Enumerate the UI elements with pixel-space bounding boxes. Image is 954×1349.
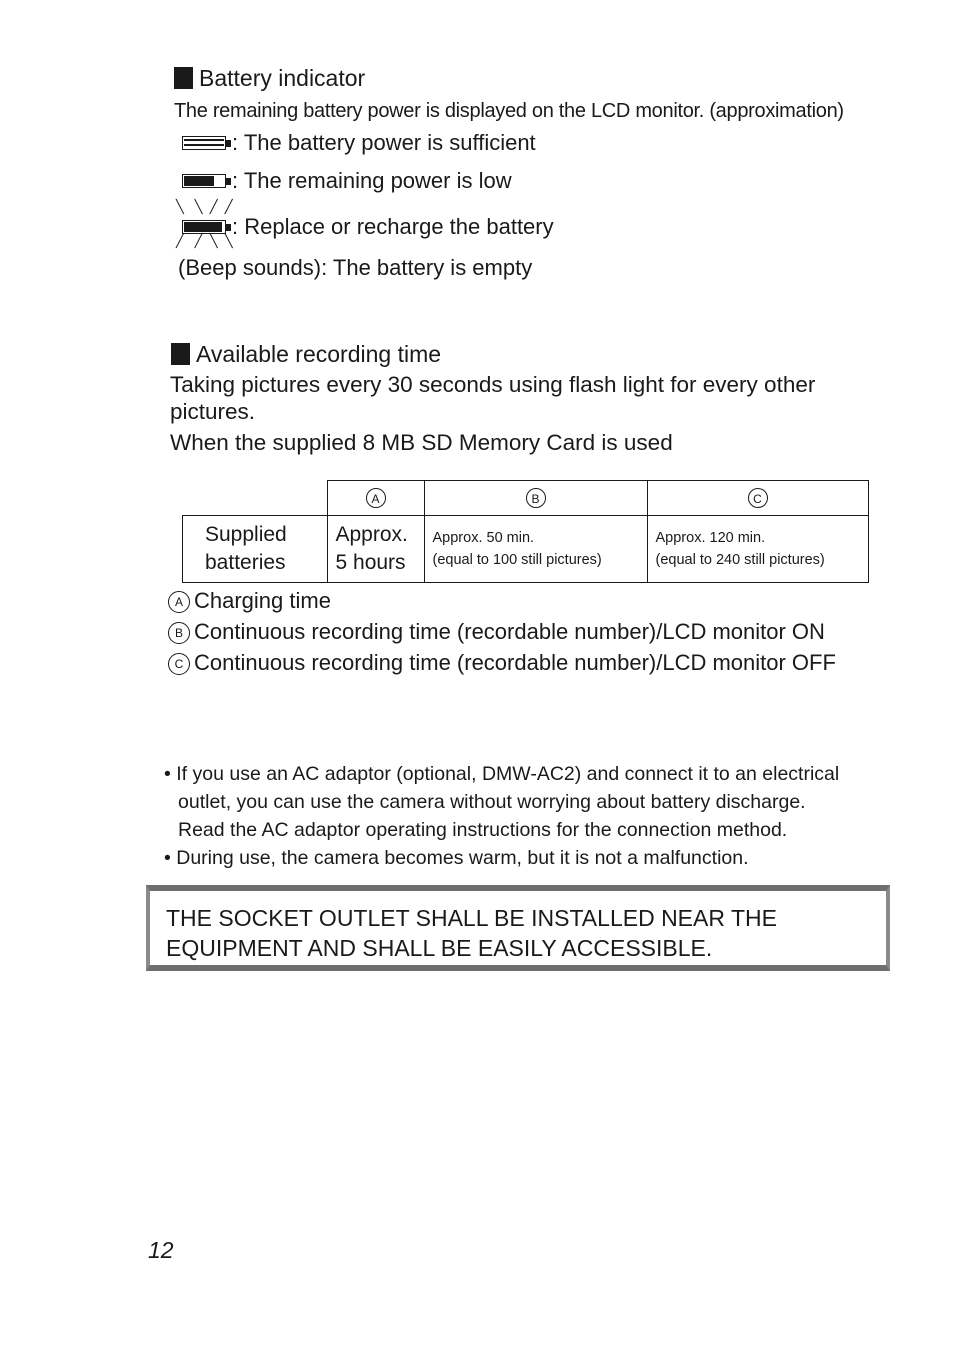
flash-rays-icon: ╲ ╲ ╱ ╱ [176, 199, 233, 214]
square-bullet-icon [174, 67, 193, 89]
table-cell-c: Approx. 120 min. (equal to 240 still pictures) [647, 515, 868, 582]
note-ac-adaptor: • If you use an AC adaptor (optional, DMW-AC2) and connect it to an electrical [164, 763, 840, 785]
circled-b-icon: B [168, 622, 190, 644]
table-header-a: A [327, 481, 424, 516]
recording-desc-line1: Taking pictures every 30 seconds using flash light for every other [170, 372, 816, 397]
table-corner-cell [183, 481, 328, 516]
bullet: • [164, 763, 171, 785]
recording-section-title: Available recording time [196, 341, 442, 367]
battery-section-title: Battery indicator [199, 65, 366, 91]
beep-note: (Beep sounds): The battery is empty [178, 255, 533, 280]
table-header-row [183, 481, 869, 516]
battery-section-heading [174, 65, 365, 92]
battery-intro: The remaining battery power is displayed on the LCD monitor. (approximation) [174, 100, 844, 122]
warning-text: THE SOCKET OUTLET SHALL BE INSTALLED NEAR THE EQUIPMENT AND SHALL BE EASILY ACCESSIBLE. [166, 905, 777, 961]
table-cell-a: Approx. 5 hours [327, 515, 424, 582]
battery-full-icon [182, 136, 232, 152]
battery-item-sufficient [182, 130, 536, 156]
recording-section-heading [171, 341, 441, 368]
battery-item-text: : Replace or recharge the battery [232, 214, 554, 239]
warning-box [146, 885, 890, 971]
table-row-label: Supplied batteries [183, 515, 328, 582]
table-header-c: C [647, 481, 868, 516]
flash-rays-bottom-icon: ╱ ╱ ╲ ╲ [176, 233, 233, 248]
table-cell-b: Approx. 50 min. (equal to 100 still pictures) [424, 515, 647, 582]
battery-item-text: : The remaining power is low [232, 168, 512, 193]
card-note: When the supplied 8 MB SD Memory Card is used [170, 430, 673, 455]
battery-item-low [182, 168, 512, 194]
legend-item-c: C Continuous recording time (recordable number)/LCD monitor OFF [168, 650, 836, 676]
page-number: 12 [148, 1237, 174, 1263]
battery-item-empty [182, 214, 554, 240]
legend-item-b: B Continuous recording time (recordable number)/LCD monitor ON [168, 619, 825, 645]
bullet: • [164, 847, 171, 869]
note-warm: • During use, the camera becomes warm, but it is not a malfunction. [164, 847, 749, 869]
battery-item-text: : The battery power is sufficient [232, 130, 536, 155]
circled-c-icon: C [168, 653, 190, 675]
square-bullet-icon [171, 343, 190, 365]
battery-low-icon [182, 174, 232, 190]
table-row [183, 515, 869, 582]
recording-time-table [182, 480, 869, 583]
legend-item-a: A Charging time [168, 588, 331, 614]
table-header-b: B [424, 481, 647, 516]
circled-a-icon: A [168, 591, 190, 613]
note-ac-adaptor-line2: outlet, you can use the camera without worrying about battery discharge. [178, 791, 806, 813]
recording-desc-line2: pictures. [170, 399, 256, 424]
note-ac-adaptor-line3: Read the AC adaptor operating instructions for the connection method. [178, 819, 788, 841]
